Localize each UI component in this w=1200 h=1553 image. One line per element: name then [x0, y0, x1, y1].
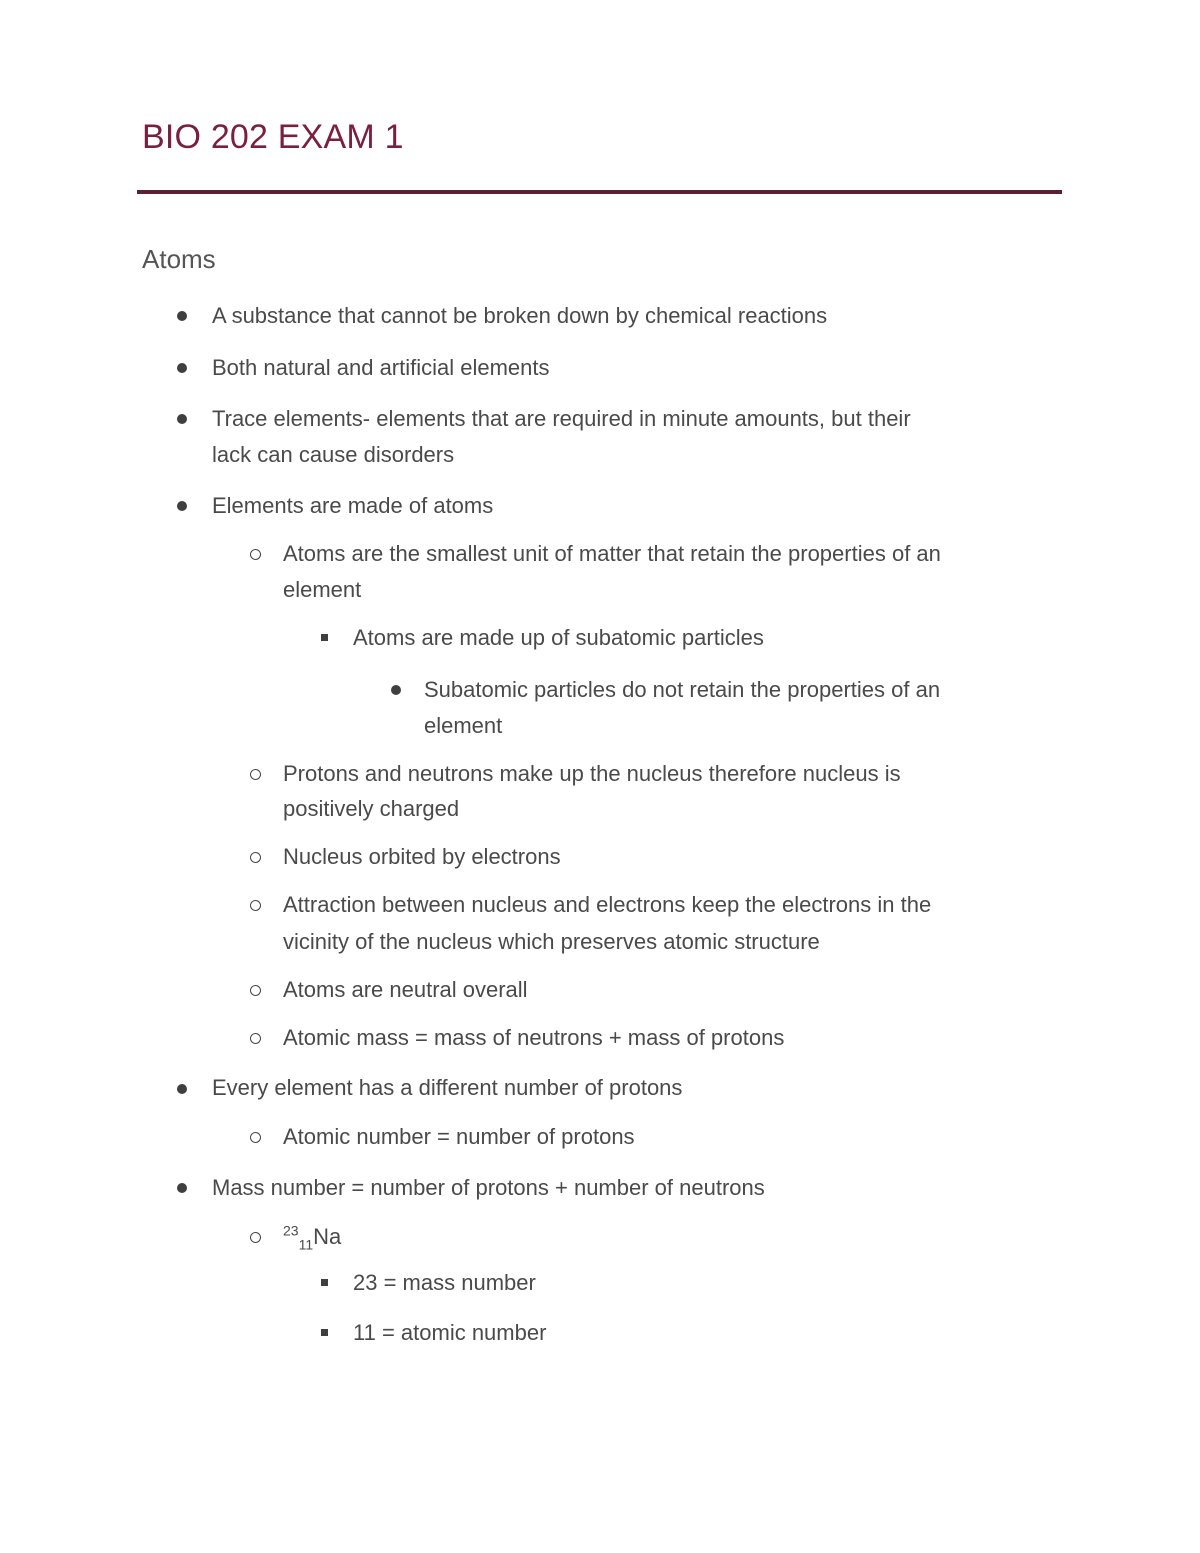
- list-item: Atoms are neutral overall: [283, 977, 528, 1002]
- list-item: Atoms are the smallest unit of matter that retain the properties of an: [283, 541, 941, 566]
- bullet-circle-icon: [250, 769, 261, 780]
- bullet-disc-icon: [177, 414, 187, 424]
- list-item: Mass number = number of protons + number of neutrons: [212, 1175, 765, 1200]
- mass-number-superscript: 23: [283, 1222, 299, 1239]
- bullet-circle-icon: [250, 1232, 261, 1243]
- list-item: Every element has a different number of protons: [212, 1075, 683, 1100]
- list-item-continuation: positively charged: [283, 796, 460, 821]
- bullet-square-icon: [321, 1279, 328, 1286]
- bullet-circle-icon: [250, 1033, 261, 1044]
- bullet-circle-icon: [250, 900, 261, 911]
- list-item: Attraction between nucleus and electrons keep the electrons in the: [283, 892, 932, 917]
- list-item: Atomic mass = mass of neutrons + mass of protons: [283, 1025, 785, 1050]
- list-item: Protons and neutrons make up the nucleus therefore nucleus is: [283, 761, 901, 786]
- bullet-circle-icon: [250, 1132, 261, 1143]
- list-item: 11 = atomic number: [353, 1320, 547, 1345]
- list-item: Trace elements- elements that are required in minute amounts, but their: [212, 406, 911, 431]
- bullet-circle-icon: [250, 549, 261, 560]
- list-item: Atomic number = number of protons: [283, 1124, 635, 1149]
- list-item: Elements are made of atoms: [212, 493, 494, 518]
- bullet-circle-icon: [250, 852, 261, 863]
- bullet-square-icon: [321, 634, 328, 641]
- bullet-disc-icon: [177, 363, 187, 373]
- list-item-continuation: lack can cause disorders: [212, 442, 455, 467]
- page-title: BIO 202 EXAM 1: [142, 118, 404, 156]
- bullet-disc-icon: [177, 501, 187, 511]
- bullet-disc-icon: [177, 311, 187, 321]
- bullet-square-icon: [321, 1329, 328, 1336]
- bullet-disc-icon: [177, 1084, 187, 1094]
- bullet-disc-icon: [391, 685, 401, 695]
- list-item: A substance that cannot be broken down by chemical reactions: [212, 303, 828, 328]
- element-symbol: Na: [313, 1224, 342, 1249]
- list-item-continuation: element: [424, 713, 503, 738]
- bullet-disc-icon: [177, 1183, 187, 1193]
- list-item: Both natural and artificial elements: [212, 355, 550, 380]
- section-heading: Atoms: [142, 244, 216, 274]
- list-item-continuation: vicinity of the nucleus which preserves atomic structure: [283, 929, 820, 954]
- list-item: 23 = mass number: [353, 1270, 536, 1295]
- list-item-continuation: element: [283, 577, 362, 602]
- bullet-circle-icon: [250, 985, 261, 996]
- atomic-number-subscript: 11: [298, 1236, 314, 1253]
- list-item: Nucleus orbited by electrons: [283, 844, 561, 869]
- title-divider: [137, 190, 1062, 194]
- list-item: Atoms are made up of subatomic particles: [353, 625, 764, 650]
- list-item: Subatomic particles do not retain the properties of an: [424, 677, 941, 702]
- isotope-notation: [283, 1219, 341, 1255]
